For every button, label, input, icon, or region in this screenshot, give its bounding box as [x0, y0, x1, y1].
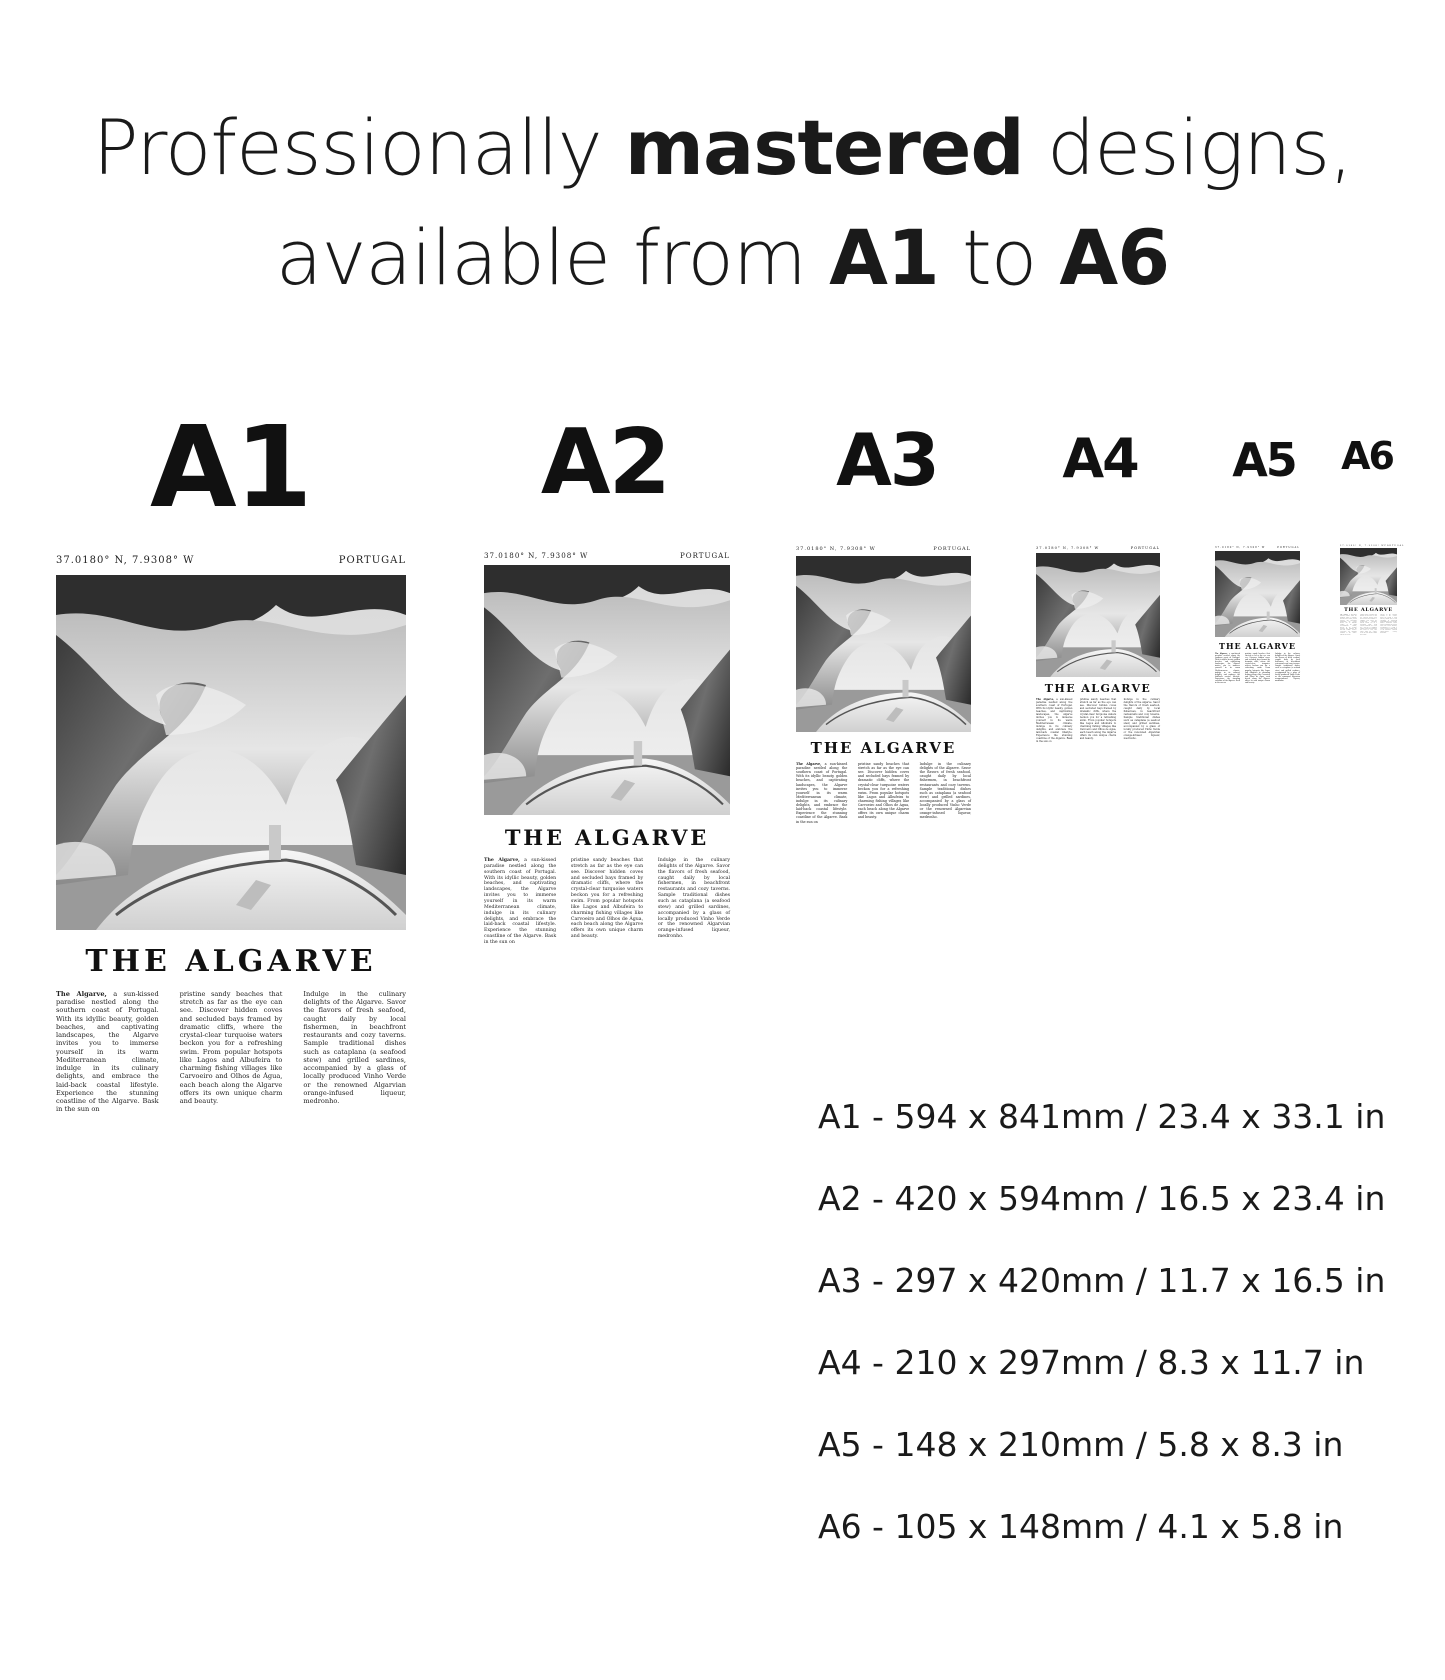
poster-column	[484, 858, 557, 946]
spec-a4: A4 - 210 x 297mm / 8.3 x 11.7 in	[818, 1343, 1365, 1382]
poster-column	[56, 990, 159, 1114]
poster-title: THE ALGARVE	[504, 825, 710, 850]
spec-a5: A5 - 148 x 210mm / 5.8 x 8.3 in	[818, 1425, 1344, 1464]
poster-coordinates: 37.0180° N, 7.9308° W	[484, 551, 589, 560]
size-label-a2: A2	[540, 410, 670, 515]
poster-column: Indulge in the culinary delights of the Algarve. Savor the flavors of fresh seafood, caught daily by local fishermen, in beachfront restaurants and cozy taverns. Sample traditional dishes such as cataplana (a seafood stew) and grilled sardines, accompanied by a glass of locally produced Vinho Verde or the renowned Algarvian orange-infused liqueur, medronho.	[657, 858, 731, 940]
poster-title: THE ALGARVE	[1219, 641, 1296, 651]
poster-country: PORTUGAL	[1384, 545, 1405, 547]
spec-a6: A6 - 105 x 148mm / 4.1 x 5.8 in	[818, 1507, 1344, 1546]
poster-text: a sun-kissed paradise nestled along the southern coast of Portugal. With its idyllic beauty, golden beaches, and captivating landscapes, the Algarve invites you to immerse yourself in its warm Mediterranean climate, indulge in its culinary delights, and embrace the laid-back coastal lifestyle. Experience the stunning coastline of the Algarve. Bask in the sun on	[484, 858, 557, 946]
poster-text: a sun-kissed paradise nestled along the southern coast of Portugal. With its idyllic beauty, golden beaches, and captivating landscapes, the Algarve invites you to immerse yourself in its warm Mediterranean climate, indulge in its culinary delights, and embrace the laid-back coastal lifestyle. Experience the stunning coastline of the Algarve. Bask in the sun on	[1036, 698, 1073, 743]
headline-line-2	[0, 213, 1445, 302]
poster-coordinates: 37.0180° N, 7.9308° W	[796, 546, 876, 552]
size-label-a1: A1	[150, 403, 311, 533]
poster-photo	[1215, 551, 1300, 637]
poster-title: THE ALGARVE	[85, 944, 377, 979]
poster-header	[484, 551, 730, 565]
size-label-a4: A4	[1062, 427, 1138, 490]
size-label-a6: A6	[1341, 434, 1393, 478]
poster-column: pristine sandy beaches that stretch as far as the eye can see. Discover hidden coves and secluded bays framed by dramatic cliffs, where the crystal-clear turquoise waters beckon you for a refreshing swim. From popular hotspots like Lagos and Albufeira to charming fishing villages like Carvoeiro and Olhos de Água, each beach along the Algarve offers its own unique charm and beauty.	[1079, 698, 1117, 740]
headline-text: Professionally	[92, 103, 625, 192]
spec-a3: A3 - 297 x 420mm / 11.7 x 16.5 in	[818, 1261, 1386, 1300]
poster-text: a sun-kissed paradise nestled along the southern coast of Portugal. With its idyllic beauty, golden beaches, and captivating landscapes, the Algarve invites you to immerse yourself in its warm Mediterranean climate, indulge in its culinary delights, and embrace the laid-back coastal lifestyle. Experience the stunning coastline of the Algarve. Bask in the sun on	[56, 990, 159, 1114]
poster-a2	[484, 551, 731, 946]
poster-a1	[56, 555, 407, 1114]
poster-body	[1036, 698, 1160, 743]
size-specs-list	[818, 1097, 1386, 1592]
poster-header	[1036, 546, 1160, 553]
headline-text: available from	[275, 213, 830, 302]
poster-coordinates: 37.0180° N, 7.9308° W	[56, 555, 195, 566]
poster-coordinates: 37.0180° N, 7.9308° W	[1215, 546, 1266, 549]
poster-lead: The Algarve,	[796, 762, 822, 766]
headline-text: to	[938, 213, 1060, 302]
poster-column: Indulge in the culinary delights of the Algarve. Savor the flavors of fresh seafood, caught daily by local fishermen, in beachfront restaurants and cozy taverns. Sample traditional dishes such as cataplana (a seafood stew) and grilled sardines, accompanied by a glass of locally produced Vinho Verde or the renowned Algarvian orange-infused liqueur, medronho.	[1275, 653, 1300, 682]
poster-column: Indulge in the culinary delights of the Algarve. Savor the flavors of fresh seafood, caught daily by local fishermen, in beachfront restaurants and cozy taverns. Sample traditional dishes such as cataplana (a seafood stew) and grilled sardines, accompanied by a glass of locally produced Vinho Verde or the renowned Algarvian orange-infused liqueur, medronho.	[919, 762, 971, 820]
poster-column: Indulge in the culinary delights of the Algarve. Savor the flavors of fresh seafood, caught daily by local fishermen, in beachfront restaurants and cozy taverns. Sample traditional dishes such as cataplana (a seafood stew) and grilled sardines, accompanied by a glass of locally produced Vinho Verde or the renowned Algarvian orange-infused liqueur, medronho.	[303, 990, 407, 1106]
poster-column: pristine sandy beaches that stretch as far as the eye can see. Discover hidden coves and secluded bays framed by dramatic cliffs, where the crystal-clear turquoise waters beckon you for a refreshing swim. From popular hotspots like Lagos and Albufeira to charming fishing villages like Carvoeiro and Olhos de Água, each beach along the Algarve offers its own unique charm and beauty.	[1245, 653, 1270, 684]
poster-photo	[796, 556, 971, 732]
poster-country: PORTUGAL	[1277, 546, 1300, 549]
poster-lead: The Algarve,	[1215, 653, 1228, 655]
poster-a4	[1036, 546, 1160, 743]
poster-lead: The Algarve,	[56, 990, 107, 998]
poster-column	[1215, 653, 1240, 684]
poster-country: PORTUGAL	[679, 551, 730, 560]
poster-header	[56, 555, 406, 575]
poster-body	[1215, 653, 1300, 684]
headline-bold: A6	[1059, 213, 1170, 302]
poster-country: PORTUGAL	[338, 555, 406, 566]
poster-body	[796, 762, 971, 824]
poster-text: a sun-kissed paradise nestled along the southern coast of Portugal. With its idyllic beauty, golden beaches, and captivating landscapes, the Algarve invites you to immerse yourself in its warm Mediterranean climate, indulge in its culinary delights, and embrace the laid-back coastal lifestyle. Experience the stunning coastline of the Algarve. Bask in the sun on	[796, 762, 848, 824]
poster-photo	[484, 565, 730, 815]
size-label-a5: A5	[1232, 433, 1296, 487]
poster-body	[484, 858, 731, 946]
poster-coordinates: 37.0180° N, 7.9308° W	[1340, 545, 1385, 547]
poster-photo	[1340, 548, 1397, 605]
poster-title: THE ALGARVE	[1344, 607, 1393, 613]
spec-a1: A1 - 594 x 841mm / 23.4 x 33.1 in	[818, 1097, 1386, 1136]
poster-a6	[1340, 545, 1405, 636]
poster-column	[1036, 698, 1073, 743]
poster-column: Indulge in the culinary delights of the Algarve. Savor the flavors of fresh seafood, caught daily by local fishermen, in beachfront restaurants and cozy taverns. Sample traditional dishes such as cataplana (a seafood stew) and grilled sardines, accompanied by a glass of locally produced Vinho Verde or the renowned Algarvian orange-infused liqueur, medronho.	[1380, 615, 1398, 635]
headline-line-1	[0, 103, 1445, 192]
size-label-a3: A3	[836, 418, 938, 502]
poster-column: pristine sandy beaches that stretch as far as the eye can see. Discover hidden coves and secluded bays framed by dramatic cliffs, where the crystal-clear turquoise waters beckon you for a refreshing swim. From popular hotspots like Lagos and Albufeira to charming fishing villages like Carvoeiro and Olhos de Água, each beach along the Algarve offers its own unique charm and beauty.	[570, 858, 644, 940]
poster-photo	[1036, 553, 1160, 677]
poster-header	[796, 546, 971, 556]
poster-lead: The Algarve,	[484, 858, 520, 863]
poster-a3	[796, 546, 971, 824]
poster-column	[1340, 615, 1357, 636]
poster-country: PORTUGAL	[933, 546, 971, 552]
poster-lead: The Algarve,	[1036, 698, 1055, 701]
poster-body	[56, 990, 407, 1114]
spec-a2: A2 - 420 x 594mm / 16.5 x 23.4 in	[818, 1179, 1386, 1218]
headline-bold: A1	[829, 213, 939, 302]
poster-column: pristine sandy beaches that stretch as far as the eye can see. Discover hidden coves and secluded bays framed by dramatic cliffs, where the crystal-clear turquoise waters beckon you for a refreshing swim. From popular hotspots like Lagos and Albufeira to charming fishing villages like Carvoeiro and Olhos de Água, each beach along the Algarve offers its own unique charm and beauty.	[179, 990, 283, 1106]
poster-text: a sun-kissed paradise nestled along the southern coast of Portugal. With its idyllic beauty, golden beaches, and captivating landscapes, the Algarve invites you to immerse yourself in its warm Mediterranean climate, indulge in its culinary delights, and embrace the laid-back coastal lifestyle. Experience the stunning coastline of the Algarve. Bask in the sun on	[1215, 653, 1240, 684]
poster-title: THE ALGARVE	[810, 739, 957, 757]
headline-text: designs,	[1023, 103, 1353, 192]
poster-column: pristine sandy beaches that stretch as far as the eye can see. Discover hidden coves and secluded bays framed by dramatic cliffs, where the crystal-clear turquoise waters beckon you for a refreshing swim. From popular hotspots like Lagos and Albufeira to charming fishing villages like Carvoeiro and Olhos de Água, each beach along the Algarve offers its own unique charm and beauty.	[857, 762, 910, 820]
headline-bold: mastered	[624, 103, 1024, 192]
poster-coordinates: 37.0180° N, 7.9308° W	[1036, 546, 1100, 550]
poster-lead: The Algarve,	[1340, 615, 1349, 616]
poster-photo	[56, 575, 406, 930]
poster-column: pristine sandy beaches that stretch as far as the eye can see. Discover hidden coves and secluded bays framed by dramatic cliffs, where the crystal-clear turquoise waters beckon you for a refreshing swim. From popular hotspots like Lagos and Albufeira to charming fishing villages like Carvoeiro and Olhos de Água, each beach along the Algarve offers its own unique charm and beauty.	[1360, 615, 1377, 636]
poster-body	[1340, 615, 1398, 636]
poster-a5	[1215, 546, 1300, 684]
poster-text: a sun-kissed paradise nestled along the southern coast of Portugal. With its idyllic beauty, golden beaches, and captivating landscapes, the Algarve invites you to immerse yourself in its warm Mediterranean climate, indulge in its culinary delights, and embrace the laid-back coastal lifestyle. Experience the stunning coastline of the Algarve. Bask in the sun on	[1340, 615, 1357, 636]
poster-column: Indulge in the culinary delights of the Algarve. Savor the flavors of fresh seafood, caught daily by local fishermen, in beachfront restaurants and cozy taverns. Sample traditional dishes such as cataplana (a seafood stew) and grilled sardines, accompanied by a glass of locally produced Vinho Verde or the renowned Algarvian orange-infused liqueur, medronho.	[1123, 698, 1160, 740]
poster-column	[796, 762, 848, 824]
poster-title: THE ALGARVE	[1044, 682, 1152, 695]
poster-country: PORTUGAL	[1130, 546, 1160, 550]
